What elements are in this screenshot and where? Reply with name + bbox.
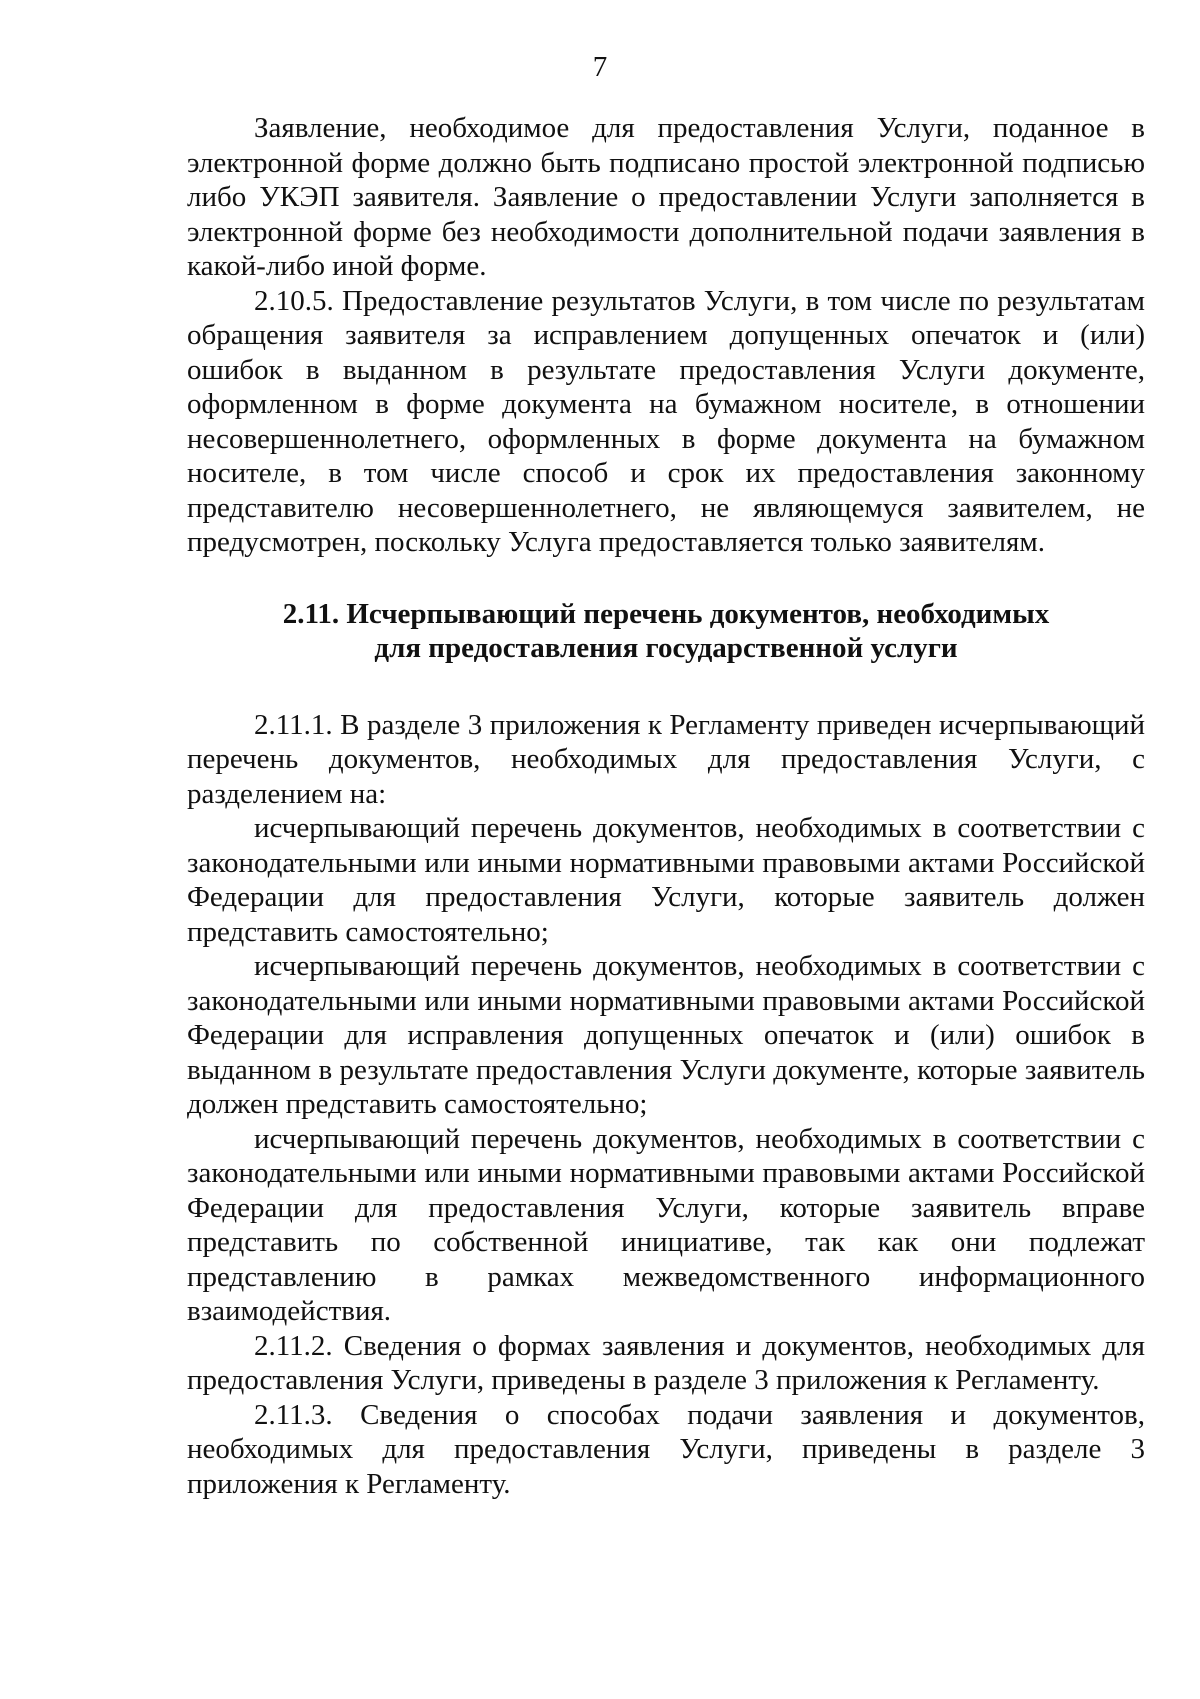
list-item-documents-self: исчерпывающий перечень документов, необходимых в соответствии с законодательными или иными нормативными правовыми актами Российской Федерации для предоставления Услуги, которые заявитель должен представить самостоятельно; <box>187 812 1145 948</box>
section-heading-line-1: 2.11. Исчерпывающий перечень документов, необходимых <box>282 597 1050 630</box>
page-number: 7 <box>592 51 608 83</box>
paragraph-2-11-2: 2.11.2. Сведения о формах заявления и документов, необходимых для предоставления Услуги, приведены в разделе 3 приложения к Регламенту. <box>187 1329 1145 1396</box>
section-heading-2-11 <box>187 597 1145 666</box>
paragraph-2-10-5: 2.10.5. Предоставление результатов Услуги, в том числе по результатам обращения заявителя за исправлением допущенных опечаток и (или) ошибок в выданном в результате предоставления Услуги документе, оформленном в форме документа на бумажном носителе, в отношении несовершеннолетнего, оформленных в форме документа на бумажном носителе, в том числе способ и срок их предоставления законному представителю несовершеннолетнего, не являющемуся заявителем, не предусмотрен, поскольку Услуга предоставляется только заявителям. <box>187 284 1145 558</box>
list-item-documents-own-initiative: исчерпывающий перечень документов, необходимых в соответствии с законодательными или иными нормативными правовыми актами Российской Федерации для предоставления Услуги, которые заявитель вправе представить по собственной инициативе, так как они подлежат представлению в рамках межведомственного информационного взаимодействия. <box>187 1122 1145 1327</box>
list-item-documents-corrections: исчерпывающий перечень документов, необходимых в соответствии с законодательными или иными нормативными правовыми актами Российской Федерации для исправления допущенных опечаток и (или) ошибок в выданном в результате предоставления Услуги документе, которые заявитель должен представить самостоятельно; <box>187 950 1145 1120</box>
paragraph-2-11-1: 2.11.1. В разделе 3 приложения к Регламенту приведен исчерпывающий перечень документов, необходимых для предоставления Услуги, с разделением на: <box>187 708 1145 810</box>
document-body <box>187 111 1145 1501</box>
paragraph-2-11-3: 2.11.3. Сведения о способах подачи заявления и документов, необходимых для предоставления Услуги, приведены в разделе 3 приложения к Регламенту. <box>187 1398 1145 1500</box>
paragraph-application-electronic: Заявление, необходимое для предоставления Услуги, поданное в электронной форме должно быть подписано простой электронной подписью либо УКЭП заявителя. Заявление о предоставлении Услуги заполняется в электронной форме без необходимости дополнительной подачи заявления в какой-либо иной форме. <box>187 112 1145 282</box>
section-heading-line-2: для предоставления государственной услуги <box>374 632 958 664</box>
